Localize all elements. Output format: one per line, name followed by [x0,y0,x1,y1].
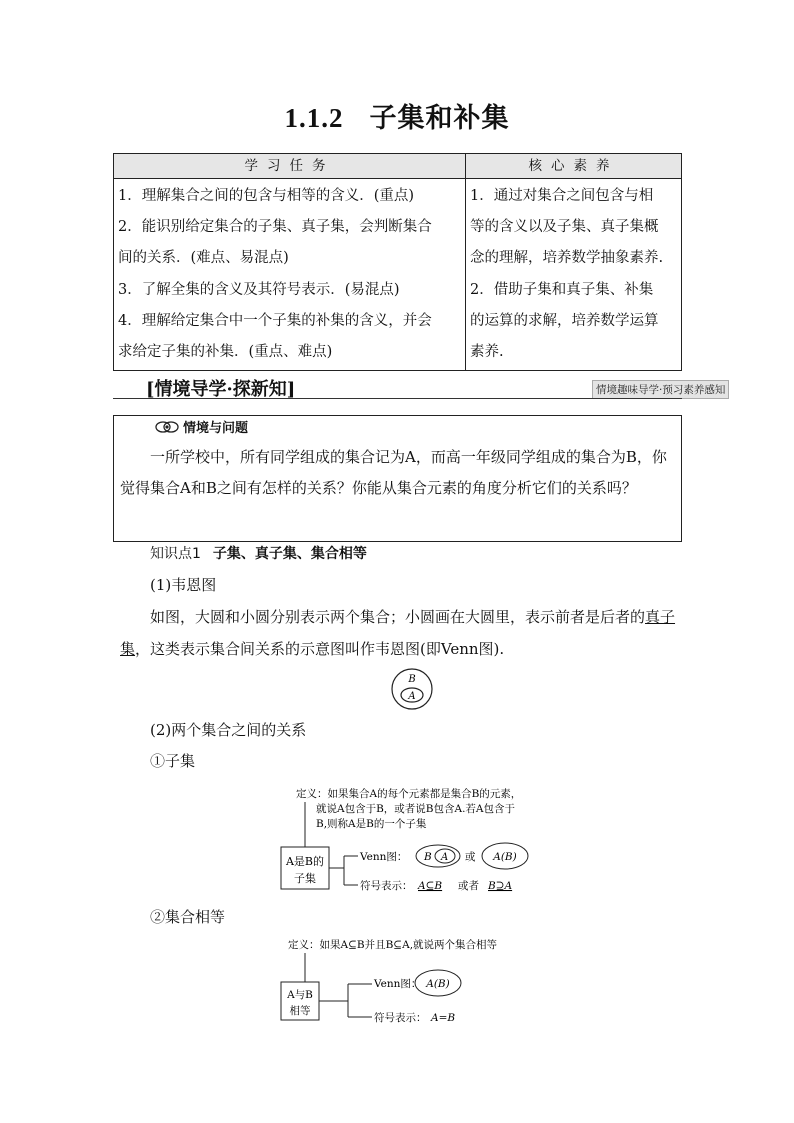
subset-venn-outer: B [424,851,432,863]
venn-inner-label: A [408,691,416,702]
equality-heading: ②集合相等 [150,908,226,926]
goals-table [113,153,682,371]
goals-header-tasks: 学习任务 [114,154,466,179]
venn-outer-label: B [408,674,416,685]
equality-box-line-1: A与B [287,989,313,1001]
subset-venn-equal: A(B) [493,851,517,863]
subset-venn-label: Venn图： [360,851,408,863]
goals-tasks-cell [114,179,466,371]
subset-box-line-2: 子集 [294,872,316,885]
section-divider [113,398,682,399]
equality-venn-equal: A(B) [426,978,450,990]
subset-symbol-2: B⊇A [488,880,513,892]
subset-def-line-1: 定义：如果集合A的每个元素都是集合B的元素， [296,788,522,800]
subset-symbol-label: 符号表示： [360,880,413,892]
relations-heading: (2)两个集合之间的关系 [150,721,307,739]
venn-description [120,601,680,665]
task-line: 间的关系．(难点、易混点) [118,250,289,267]
venn-desc-underlined: 真子集 [120,608,676,658]
subset-or: 或 [465,851,476,863]
knowledge-point-label: 知识点1 [150,546,201,562]
task-line: 求给定子集的补集．(重点、难点) [118,344,333,361]
subset-venn-inner: A [441,852,449,863]
equality-symbol-label: 符号表示： [374,1012,427,1024]
page-title [0,96,794,135]
section-number: 1.1.2 [284,103,344,133]
section-badge: 情境趣味导学·预习素养感知 [592,380,729,399]
literacy-line: 1．通过对集合之间包含与相 [470,188,654,204]
equality-symbol: A=B [431,1012,456,1024]
subset-heading: ①子集 [150,752,196,770]
venn-desc-after: ，这类表示集合间关系的示意图叫作韦恩图(即Venn图). [135,640,505,658]
literacy-line: 2．借助子集和真子集、补集 [470,281,654,298]
subset-diagram [276,780,566,895]
scenario-text: 一所学校中，所有同学组成的集合记为A，而高一年级同学组成的集合为B，你觉得集合A和B之间有怎样的关系？你能从集合元素的角度分析它们的关系吗？ [120,448,667,497]
knowledge-point-title: 子集、真子集、集合相等 [212,546,367,562]
literacy-line: 等的含义以及子集、真子集概 [470,219,659,236]
task-line: 3．了解全集的含义及其符号表示．(易混点) [118,281,400,298]
goals-header-literacy: 核心素养 [466,154,682,179]
task-line: 4．理解给定集合中一个子集的补集的含义，并会 [118,312,432,329]
section-heading: [情境导学·探新知] [146,379,296,400]
equality-diagram [276,935,566,1027]
venn-desc-before: 如图，大圆和小圆分别表示两个集合；小圆画在大圆里，表示前者是后者的 [150,608,646,626]
subset-def-line-3: B,则称A是B的一个子集 [316,818,427,830]
equality-venn-label: Venn图： [374,978,422,990]
goals-literacy-cell [466,179,682,371]
literacy-line: 素养. [470,344,504,361]
section-title: 子集和补集 [369,103,510,134]
scenario-heading [155,417,248,436]
subset-symbol-1: A⊆B [418,880,443,892]
literacy-line: 的运算的求解，培养数学运算 [470,312,659,329]
scenario-heading-label: 情境与问题 [183,421,249,436]
task-line: 1．理解集合之间的包含与相等的含义．(重点) [118,188,415,204]
literacy-line: 念的理解，培养数学抽象素养. [470,250,664,267]
equality-definition: 定义：如果A⊆B并且B⊆A,就说两个集合相等 [288,939,498,951]
subset-def-line-2: 就说A包含于B，或者说B包含A.若A包含于 [316,803,516,815]
venn-heading: (1)韦恩图 [150,576,217,594]
subset-box-line-1: A是B的 [285,855,325,868]
subset-or-2: 或者 [458,880,479,892]
scenario-icon [155,420,179,434]
task-line: 2．能识别给定集合的子集、真子集，会判断集合 [118,219,432,236]
knowledge-point [150,543,367,563]
equality-box-line-2: 相等 [289,1005,311,1017]
venn-diagram [390,667,434,711]
